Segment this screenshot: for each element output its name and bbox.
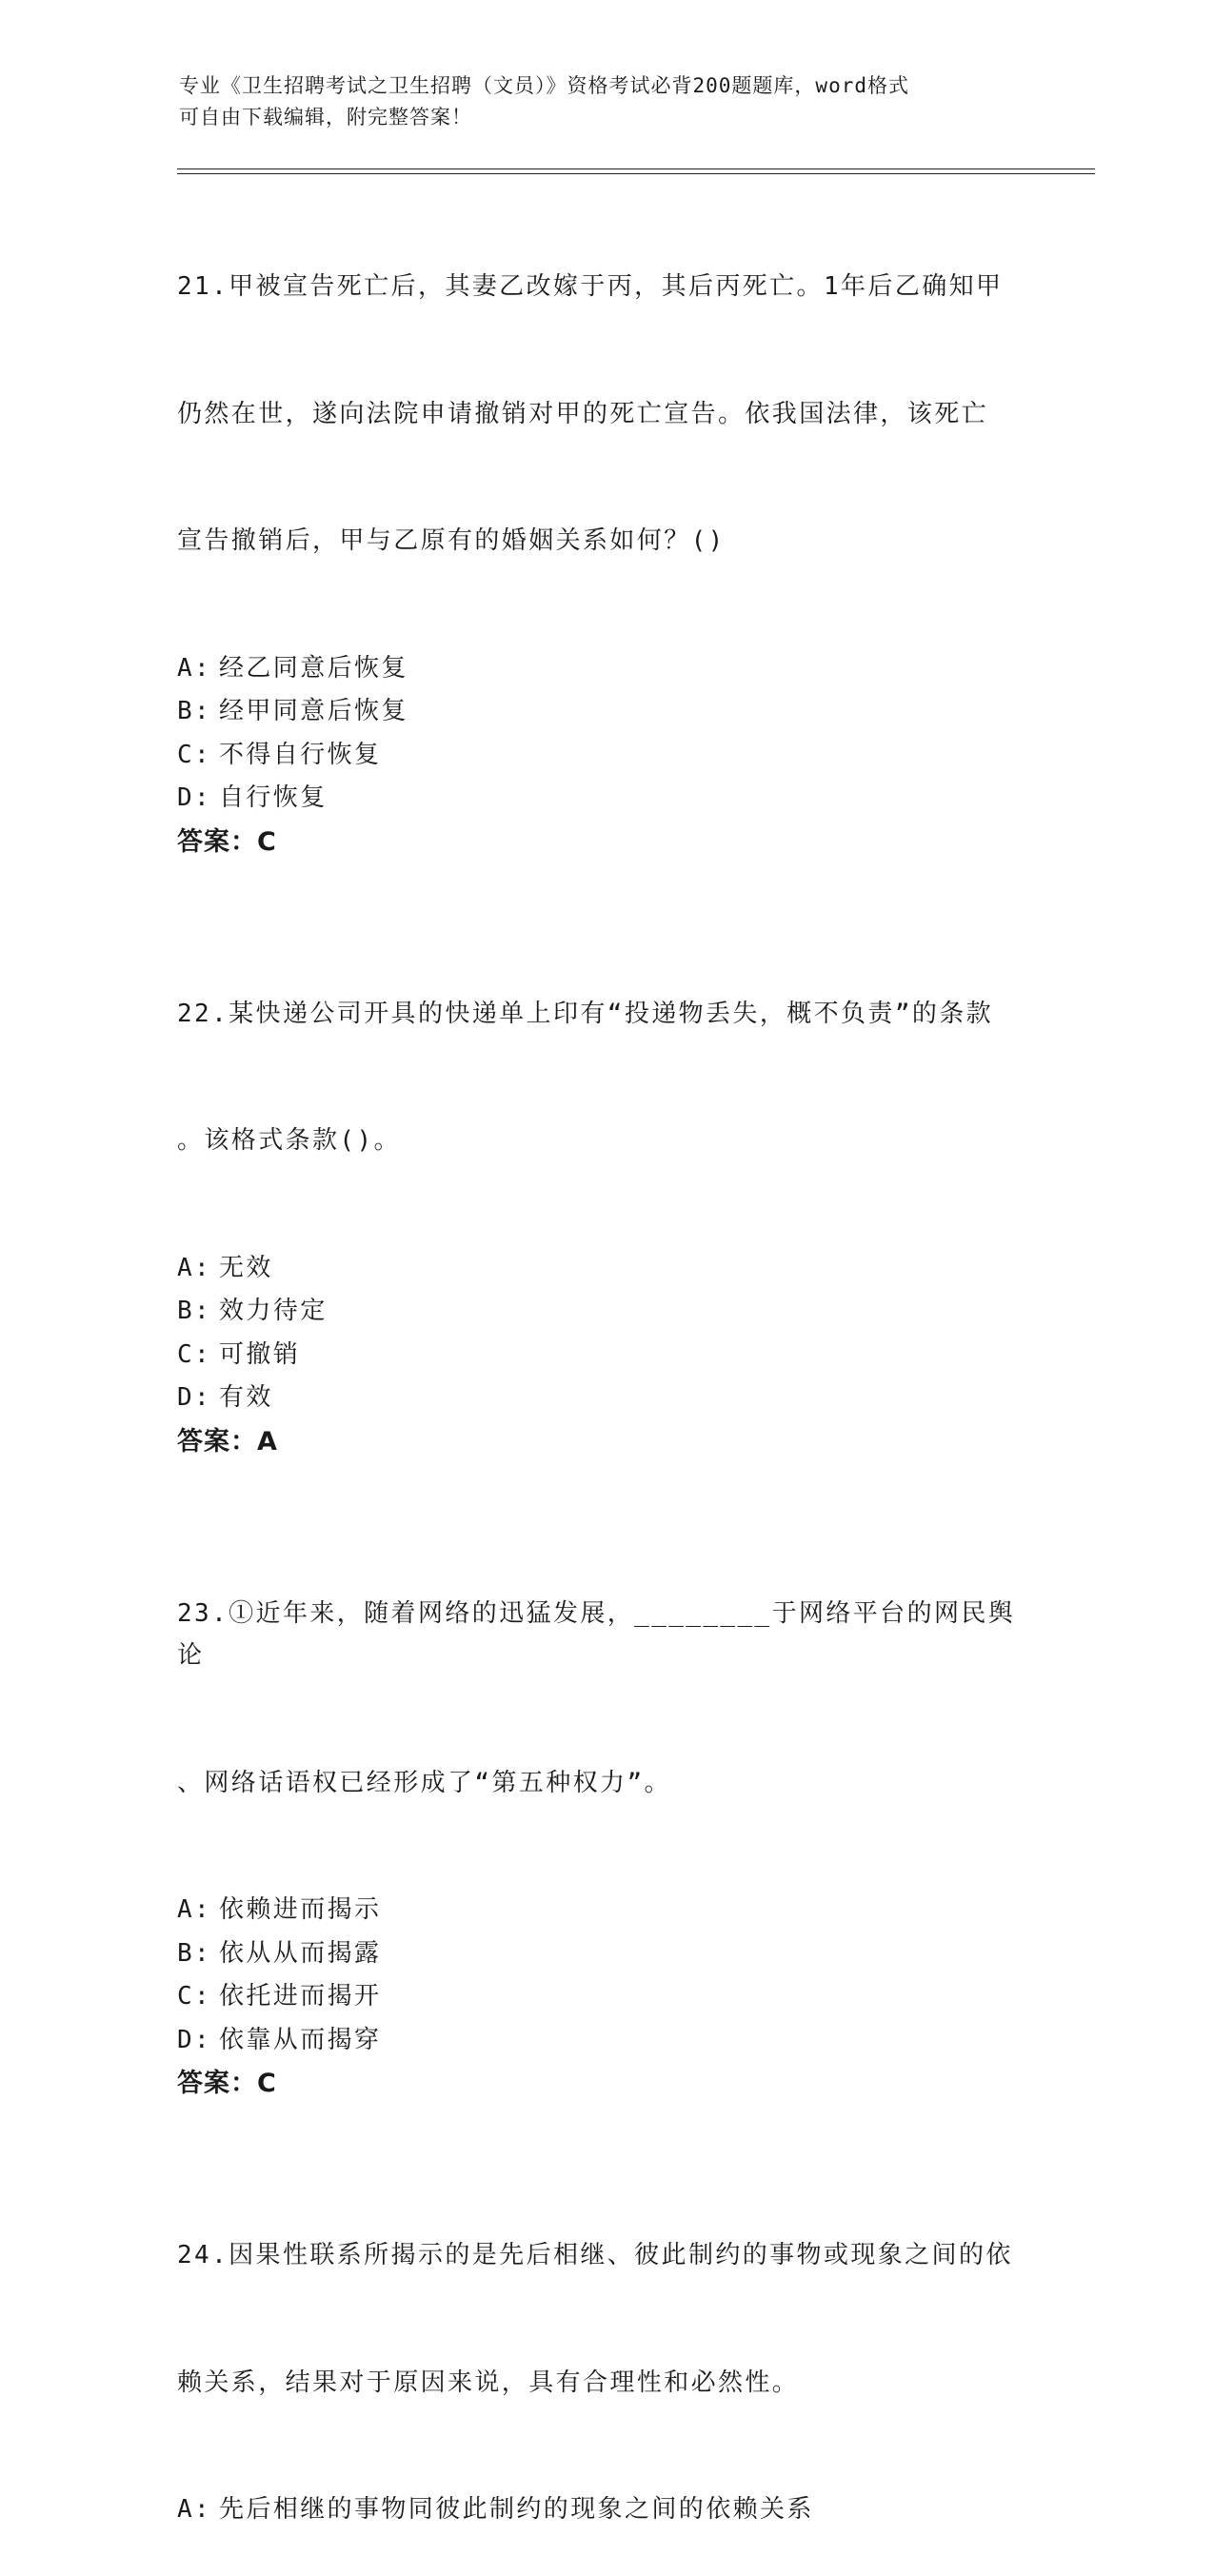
question-stem xyxy=(177,908,1034,1247)
option-c xyxy=(177,734,1034,778)
question-stem xyxy=(177,2150,1034,2488)
stem-line: 仍然在世，遂向法院申请撤销对甲的死亡宣告。依我国法律，该死亡 xyxy=(177,399,989,428)
option-d xyxy=(177,2019,1034,2063)
option-text: 不得自行恢复 xyxy=(219,740,382,769)
option-text: 经乙同意后恢复 xyxy=(219,653,408,683)
answer-line: 答案：C xyxy=(177,2069,277,2098)
stem-line: 宣告撤销后，甲与乙原有的婚姻关系如何？() xyxy=(177,526,726,555)
option-c xyxy=(177,1975,1034,2019)
option-b xyxy=(177,690,1034,734)
option-a xyxy=(177,647,1034,691)
option-d xyxy=(177,777,1034,821)
option-b xyxy=(177,1290,1034,1334)
option-key: B: xyxy=(177,1297,212,1325)
question-22 xyxy=(177,908,1034,1464)
question-21 xyxy=(177,181,1034,864)
header-divider-bottom xyxy=(177,173,1095,174)
question-stem xyxy=(177,181,1034,647)
option-text: 效力待定 xyxy=(219,1297,328,1325)
answer-line: 答案：C xyxy=(177,826,277,857)
option-key: B: xyxy=(177,1938,212,1968)
stem-line: 24.因果性联系所揭示的是先后相继、彼此制约的事物或现象之间的依 xyxy=(177,2241,1013,2269)
option-text: 自行恢复 xyxy=(219,783,328,812)
option-key: C: xyxy=(177,740,212,769)
header-divider-top xyxy=(177,168,1095,169)
option-text: 依靠从而揭穿 xyxy=(219,2025,382,2054)
option-c xyxy=(177,1334,1034,1377)
question-stem xyxy=(177,1508,1034,1890)
option-key: A: xyxy=(177,1895,212,1924)
stem-line: 。该格式条款()。 xyxy=(177,1126,401,1155)
option-key: D: xyxy=(177,2025,212,2054)
option-a xyxy=(177,1247,1034,1291)
option-key: D: xyxy=(177,1383,212,1412)
answer-line: 答案：A xyxy=(177,1426,278,1456)
option-key: C: xyxy=(177,1982,212,2011)
question-list xyxy=(177,181,1034,2576)
option-key: D: xyxy=(177,783,212,812)
option-text: 有效 xyxy=(219,1383,273,1412)
stem-line: 21.甲被宣告死亡后，其妻乙改嫁于丙，其后丙死亡。1年后乙确知甲 xyxy=(177,272,1004,301)
header-line-2: 可自由下载编辑，附完整答案！ xyxy=(179,106,472,129)
stem-line: 23.①近年来，随着网络的迅猛发展，________于网络平台的网民舆论 xyxy=(177,1598,1016,1670)
option-key: A: xyxy=(177,2495,212,2524)
option-text: 依从从而揭露 xyxy=(219,1938,382,1968)
option-text: 先后相继的事物同彼此制约的现象之间的依赖关系 xyxy=(219,2495,814,2524)
option-key: A: xyxy=(177,1253,212,1282)
option-text: 经甲同意后恢复 xyxy=(219,697,408,725)
option-d xyxy=(177,1377,1034,1420)
stem-line: 22.某快递公司开具的快递单上印有“投递物丢失，概不负责”的条款 xyxy=(177,999,994,1028)
option-a xyxy=(177,2488,1034,2532)
document-header xyxy=(179,70,1017,133)
question-24 xyxy=(177,2150,1034,2532)
option-a xyxy=(177,1889,1034,1932)
option-text: 无效 xyxy=(219,1253,273,1282)
option-text: 依托进而揭开 xyxy=(219,1982,382,2011)
stem-line: 赖关系，结果对于原因来说，具有合理性和必然性。 xyxy=(177,2368,800,2397)
option-key: B: xyxy=(177,697,212,725)
question-23 xyxy=(177,1508,1034,2107)
option-key: C: xyxy=(177,1339,212,1369)
header-line-1: 专业《卫生招聘考试之卫生招聘（文员）》资格考试必背200题题库，word格式 xyxy=(179,74,909,97)
option-b xyxy=(177,1932,1034,1976)
option-text: 依赖进而揭示 xyxy=(219,1895,382,1924)
option-key: A: xyxy=(177,653,212,683)
option-text: 可撤销 xyxy=(219,1339,301,1369)
stem-line: 、网络话语权已经形成了“第五种权力”。 xyxy=(177,1768,671,1797)
